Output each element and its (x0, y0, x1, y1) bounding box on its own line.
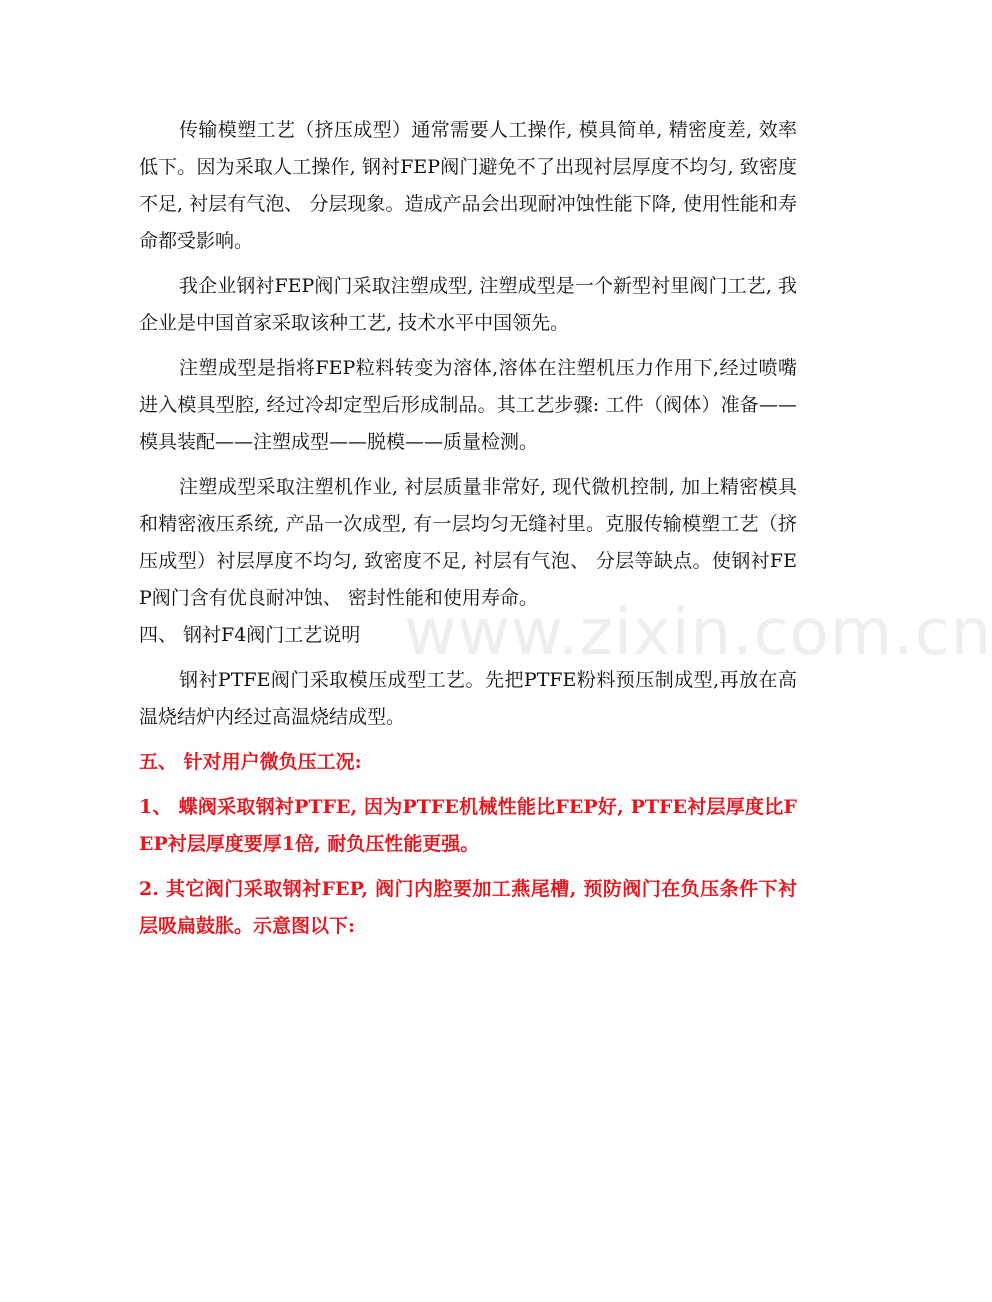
heading-section-five: 五、 针对用户微负压工况: (139, 751, 362, 773)
list-item-butterfly-valve: 1、 蝶阀采取钢衬PTFE, 因为PTFE机械性能比FEP好, PTFE衬层厚度比FEP衬层厚度要厚1倍, 耐负压性能更强。 (139, 796, 797, 855)
heading-section-four: 四、 钢衬F4阀门工艺说明 (139, 624, 361, 646)
paragraph-transfer-molding: 传输模塑工艺（挤压成型）通常需要人工操作, 模具简单, 精密度差, 效率低下。因为采取人工操作, 钢衬FEP阀门避免不了出现衬层厚度不均匀, 致密度不足, 衬层有气泡、 分层现象。造成产品会出现耐冲蚀性能下降, 使用性能和寿命都受影响。 (139, 119, 797, 252)
paragraph-injection-advantages: 注塑成型采取注塑机作业, 衬层质量非常好, 现代微机控制, 加上精密模具和精密液压系统, 产品一次成型, 有一层均匀无缝衬里。克服传输模塑工艺（挤压成型）衬层厚度不均匀, 致密度不足, 衬层有气泡、 分层等缺点。使钢衬FEP阀门含有优良耐冲蚀、 密封性能和使用寿命。 (139, 476, 797, 609)
paragraph-injection-adoption: 我企业钢衬FEP阀门采取注塑成型, 注塑成型是一个新型衬里阀门工艺, 我企业是中国首家采取该种工艺, 技术水平中国领先。 (139, 275, 797, 334)
list-item-other-valves: 2. 其它阀门采取钢衬FEP, 阀门内腔要加工燕尾槽, 预防阀门在负压条件下衬层吸扁鼓胀。示意图以下: (139, 878, 797, 937)
paragraph-injection-definition: 注塑成型是指将FEP粒料转变为溶体,溶体在注塑机压力作用下,经过喷嘴进入模具型腔, 经过冷却定型后形成制品。其工艺步骤: 工件（阀体）准备——模具装配——注塑成型——脱模——质量检测。 (139, 357, 797, 453)
watermark: www.zixin.com.cn (404, 596, 992, 670)
paragraph-ptfe-molding: 钢衬PTFE阀门采取模压成型工艺。先把PTFE粉料预压制成型,再放在高温烧结炉内经过高温烧结成型。 (139, 669, 797, 728)
document-body (139, 112, 797, 945)
